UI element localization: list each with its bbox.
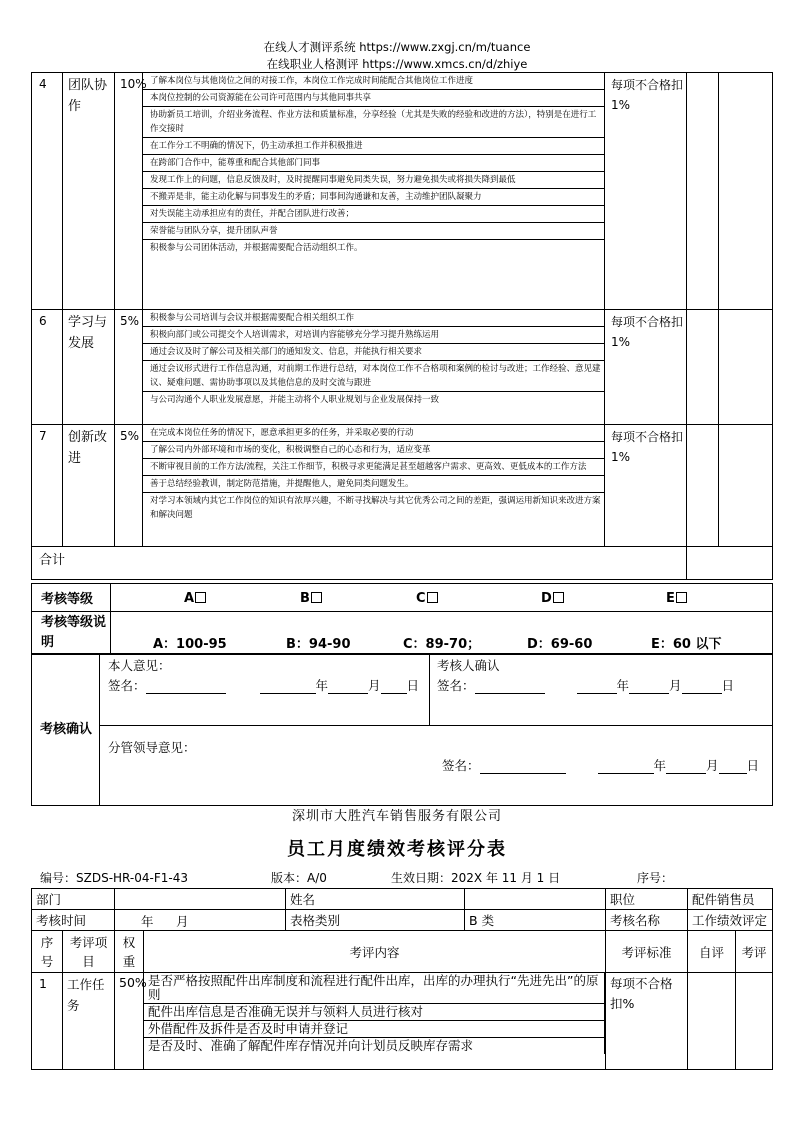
criterion: 积极参与公司团体活动，并根据需要配合活动组织工作。: [150, 243, 363, 253]
dept-label: 部门: [32, 889, 115, 910]
criterion: 本岗位控制的公司资源能在公司许可范围内与其他同事共享: [143, 90, 604, 107]
col-weight-header: 权重: [115, 931, 144, 973]
grade-desc-c: C：89-70；: [403, 637, 481, 652]
grade-option-e[interactable]: [666, 591, 687, 606]
assess-score-cell[interactable]: [719, 73, 773, 310]
section-weight: 5%: [115, 425, 143, 547]
meta-serial: 序号：: [637, 871, 674, 885]
section-row-team: [32, 73, 773, 310]
month-label: 月: [669, 678, 682, 693]
month-field[interactable]: [328, 693, 368, 694]
grade-option-label: E: [666, 591, 675, 606]
section-row-innovation: [32, 425, 773, 547]
criterion: 不断审视目前的工作方法/流程，关注工作细节，积极寻求更能满足甚至超越客户需求、更高效、更低成本的工作方法: [143, 459, 604, 476]
criterion: 对学习本领域内其它工作岗位的知识有浓厚兴趣，不断寻找解决与其它优秀公司之间的差距，强调运用新知识来改进方案和解决问题: [150, 496, 601, 520]
self-score-cell[interactable]: [687, 310, 719, 425]
criterion: 是否严格按照配件出库制度和流程进行配件出库，出库的办理执行“先进先出”的原则: [144, 973, 605, 1004]
col-no-header: 序号: [32, 931, 63, 973]
assess-score-cell[interactable]: [719, 310, 773, 425]
assess-name-value: 工作绩效评定: [688, 910, 773, 931]
section-item: 学习与发展: [63, 310, 115, 425]
criterion: 与公司沟通个人职业发展意愿，并能主动将个人职业规划与企业发展保持一致: [150, 395, 440, 405]
self-opinion-label: 本人意见：: [108, 658, 171, 673]
criterion: 通过会议及时了解公司及相关部门的通知发文、信息，并能执行相关要求: [143, 344, 604, 361]
grade-desc-row: [32, 612, 773, 655]
col-content-header: 考评内容: [144, 931, 606, 973]
name-label: 姓名: [286, 889, 465, 910]
assessor-sign-line: [437, 676, 734, 694]
table-type-value: B 类: [465, 910, 606, 931]
total-row: [32, 547, 773, 580]
confirm-table: [31, 653, 773, 806]
sign-field[interactable]: [146, 693, 226, 694]
company-name: 深圳市大胜汽车销售服务有限公司: [291, 809, 502, 824]
grade-table: [31, 583, 773, 655]
section-standard: 每项不合格扣 1%: [605, 310, 687, 425]
checkbox-icon[interactable]: [553, 592, 564, 603]
section-standard: 每项不合格扣 1%: [605, 73, 687, 310]
criterion: 配件出库信息是否准确无误并与领料人员进行核对: [144, 1004, 605, 1021]
grade-option-d[interactable]: [541, 591, 564, 606]
year-field[interactable]: [260, 693, 316, 694]
new-form-table: [31, 888, 773, 1070]
section-item: 团队协作: [63, 73, 115, 310]
month-field[interactable]: [629, 693, 669, 694]
meta-code: 编号：SZDS-HR-04-F1-43: [40, 871, 188, 885]
criterion: 在完成本岗位任务的情况下，愿意承担更多的任务，并采取必要的行动: [143, 425, 604, 442]
criteria-list: [143, 425, 604, 523]
grade-option-label: B: [300, 591, 310, 606]
assess-score-cell[interactable]: [719, 425, 773, 547]
section-item: 工作任务: [63, 973, 115, 1070]
year-label: 年: [616, 678, 630, 693]
day-field[interactable]: [381, 693, 407, 694]
table-type-label: 表格类别: [286, 910, 465, 931]
leader-sign-line: [442, 756, 759, 774]
grade-label: 考核等级: [32, 584, 111, 612]
self-score-cell[interactable]: [687, 425, 719, 547]
checkbox-icon[interactable]: [676, 592, 687, 603]
section-weight: 50%: [115, 973, 144, 1070]
score-header-pair: [688, 931, 773, 973]
grade-desc-b: B：94-90: [286, 637, 351, 652]
section-row-learning: [32, 310, 773, 425]
year-field[interactable]: [598, 773, 654, 774]
grade-option-c[interactable]: [416, 591, 438, 606]
col-assess-header: 考评: [741, 944, 767, 960]
header-line-1: 在线人才测评系统 https://www.zxgj.cn/m/tuance: [263, 40, 531, 54]
self-score-cell[interactable]: [688, 973, 736, 1069]
col-standard-header: 考评标准: [606, 931, 688, 973]
day-field[interactable]: [719, 773, 747, 774]
day-label: 日: [746, 758, 760, 773]
section-no: 6: [32, 310, 63, 425]
criteria-list: [143, 310, 604, 408]
criterion: 在工作分工不明确的情况下，仍主动承担工作并积极推进: [143, 138, 604, 155]
meta-version: 版本：A/0: [271, 871, 327, 885]
self-sign-line: [108, 676, 419, 694]
assess-score-cell[interactable]: [736, 973, 772, 1069]
position-value: 配件销售员: [688, 889, 773, 910]
section-row-task: [32, 973, 773, 1070]
sign-field[interactable]: [480, 773, 566, 774]
criterion: 了解本岗位与其他岗位之间的对接工作，本岗位工作完成时间能配合其他岗位工作进度: [143, 73, 604, 90]
grade-desc: [111, 612, 773, 655]
year-field[interactable]: [577, 693, 617, 694]
form-row-period: [32, 910, 773, 931]
grade-option-b[interactable]: [300, 591, 322, 606]
grade-desc-a: A：100-95: [153, 637, 227, 652]
grade-desc-label: 考核等级说明: [32, 612, 111, 655]
checkbox-icon[interactable]: [427, 592, 438, 603]
criterion: 荣誉能与团队分享，提升团队声誉: [143, 223, 604, 240]
total-value-cell[interactable]: [687, 547, 773, 580]
assess-name-label: 考核名称: [606, 910, 688, 931]
criterion: 在跨部门合作中，能尊重和配合其他部门同事: [143, 155, 604, 172]
sign-label: 签名：: [108, 678, 146, 693]
total-label: 合计: [32, 547, 687, 580]
section-no: 7: [32, 425, 63, 547]
criterion: 外借配件及拆件是否及时申请并登记: [144, 1021, 605, 1038]
section-standard: 每项不合格扣 1%: [605, 425, 687, 547]
checkbox-icon[interactable]: [195, 592, 206, 603]
col-self-header: 自评: [688, 931, 736, 972]
month-field[interactable]: [666, 773, 706, 774]
period-month: 月: [176, 914, 189, 929]
assessor-confirm-cell[interactable]: [430, 654, 773, 726]
criterion: 是否及时、准确了解配件库存情况并向计划员反映库存需求: [144, 1038, 605, 1055]
section-standard: 每项不合格扣%: [606, 973, 688, 1070]
assessment-continuation-table: [31, 72, 773, 580]
section-weight: 5%: [115, 310, 143, 425]
meta-effective: 生效日期：202X 年 11 月 1 日: [391, 871, 561, 885]
day-field[interactable]: [682, 693, 722, 694]
grade-option-a[interactable]: [184, 591, 206, 606]
day-label: 日: [721, 678, 735, 693]
criterion: 积极参与公司培训与会议并根据需要配合相关组织工作: [143, 310, 604, 327]
criterion: 积极向部门或公司提交个人培训需求，对培训内容能够充分学习提升熟练运用: [143, 327, 604, 344]
section-item: 创新改进: [63, 425, 115, 547]
month-label: 月: [368, 678, 381, 693]
checkbox-icon[interactable]: [311, 592, 322, 603]
grade-option-label: C: [416, 591, 426, 606]
dept-field[interactable]: [115, 889, 286, 910]
form-header-row: [32, 931, 773, 973]
name-field[interactable]: [465, 889, 606, 910]
confirm-label: 考核确认: [32, 654, 100, 806]
section-no: 4: [32, 73, 63, 310]
header-line-2: 在线职业人格测评 https://www.xmcs.cn/d/zhiye: [266, 57, 528, 71]
grade-options: [111, 584, 773, 612]
grade-row: [32, 584, 773, 612]
year-label: 年: [315, 678, 329, 693]
criterion: 发现工作上的问题，信息反馈及时，及时提醒同事避免同类失误，努力避免损失或将损失降到最低: [143, 172, 604, 189]
leader-opinion-label: 分管领导意见：: [108, 740, 196, 755]
criteria-list: [143, 73, 604, 256]
form-row-dept: [32, 889, 773, 910]
criterion: 对失误能主动承担应有的责任，并配合团队进行改善；: [143, 206, 604, 223]
col-item-header: 考评项目: [63, 931, 115, 973]
criteria-list: [144, 973, 605, 1054]
section-no: 1: [32, 973, 63, 1070]
position-label: 职位: [606, 889, 688, 910]
criterion: 善于总结经验教训，制定防范措施，并提醒他人，避免同类问题发生。: [143, 476, 604, 493]
criterion: 不搬弄是非，能主动化解与同事发生的矛盾；同事间沟通谦和友善，主动维护团队凝聚力: [143, 189, 604, 206]
grade-option-label: A: [184, 591, 195, 606]
period-year: 年: [141, 914, 154, 929]
leader-opinion-cell[interactable]: [100, 726, 773, 806]
criterion: 通过会议形式进行工作信息沟通，对前期工作进行总结，对本岗位工作不合格项和案例的检讨与改进；工作经验、意见建议、疑难问题、需协助事项以及其他信息的及时交流与跟进: [143, 361, 604, 392]
section-weight: 10%: [115, 73, 143, 310]
sign-field[interactable]: [475, 693, 545, 694]
self-opinion-cell[interactable]: [100, 654, 430, 726]
sign-label: 签名：: [442, 758, 480, 773]
criterion: 了解公司内外部环境和市场的变化，积极调整自己的心态和行为，适应变革: [143, 442, 604, 459]
period-label: 考核时间: [32, 910, 115, 931]
self-score-cell[interactable]: [687, 73, 719, 310]
grade-desc-e: E：60 以下: [651, 637, 722, 652]
sign-label: 签名：: [437, 678, 475, 693]
score-pair: [688, 973, 773, 1070]
year-label: 年: [653, 758, 667, 773]
grade-option-label: D: [541, 591, 552, 606]
month-label: 月: [706, 758, 719, 773]
grade-desc-d: D：69-60: [527, 637, 593, 652]
day-label: 日: [406, 678, 420, 693]
criterion: 协助新员工培训，介绍业务流程、作业方法和质量标准，分享经验（尤其是失败的经验和改进的方法），特别是在进行工作交接时: [143, 107, 604, 138]
form-title: 员工月度绩效考核评分表: [287, 839, 507, 860]
assessor-confirm-label: 考核人确认: [437, 658, 500, 673]
period-field[interactable]: [115, 910, 286, 931]
